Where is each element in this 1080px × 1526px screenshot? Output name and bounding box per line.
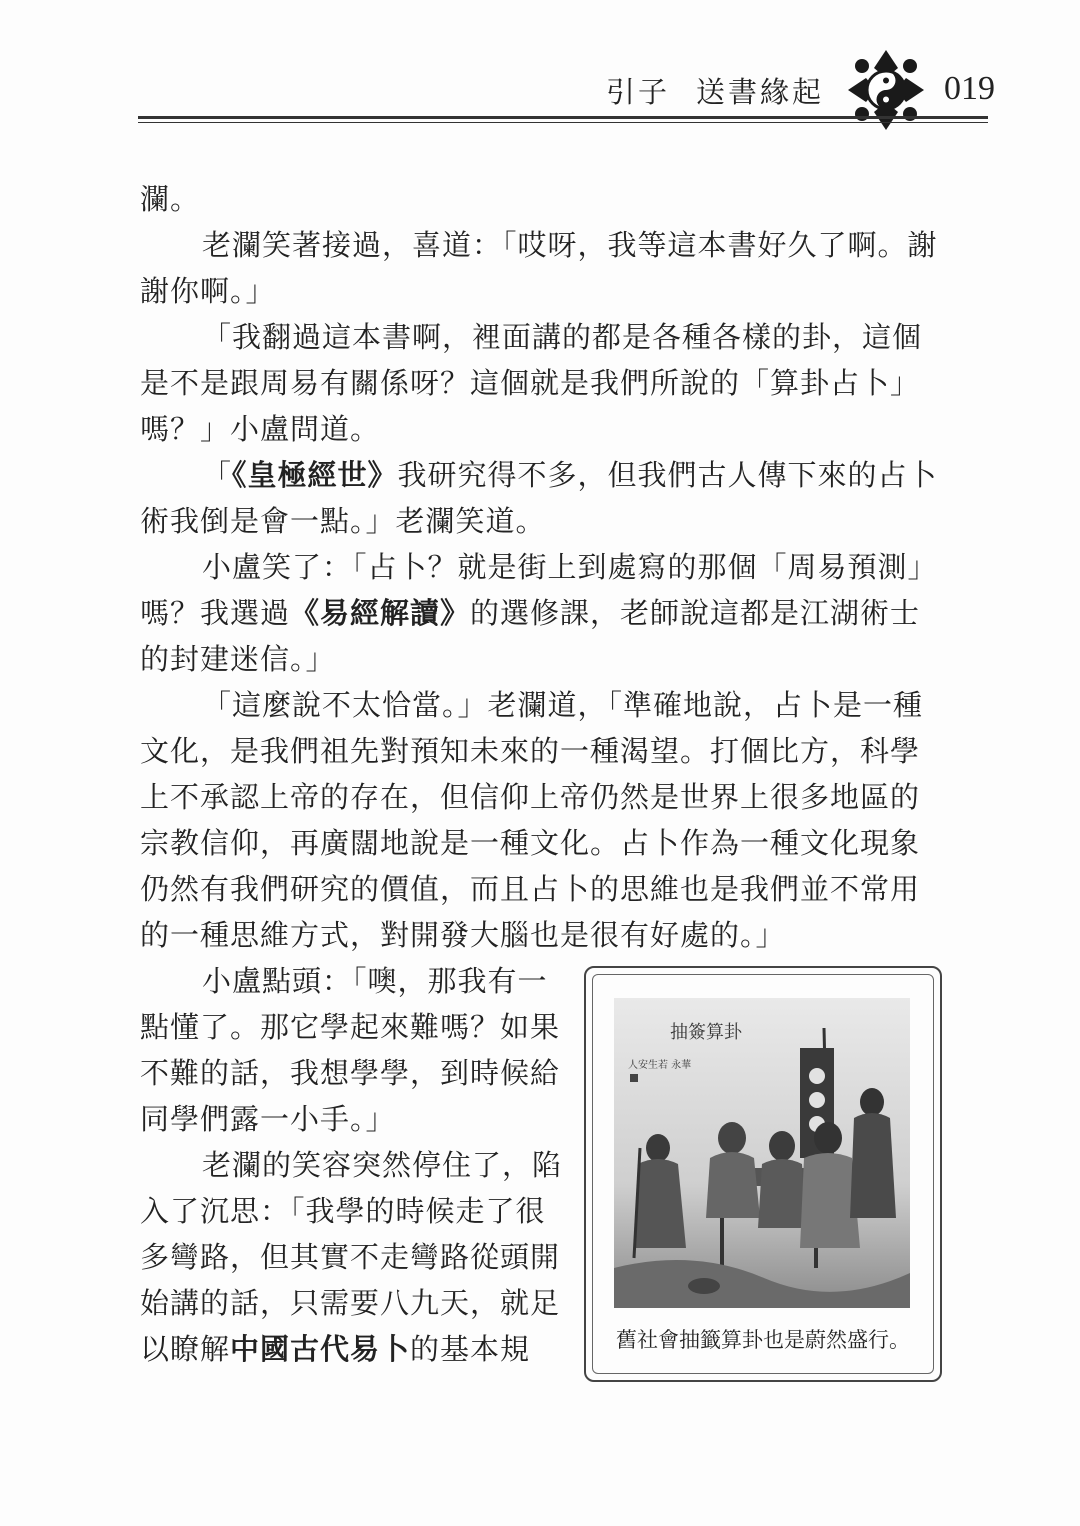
- page-number: 019: [944, 70, 995, 107]
- paragraph-5: 小盧笑了：「占卜？就是街上到處寫的那個「周易預測」嗎？我選過《易經解讀》的選修課，老師說這都是江湖術士的封建迷信。」: [140, 550, 938, 676]
- section-label: 送書緣起: [695, 75, 824, 109]
- chapter-label: 引子: [605, 75, 670, 109]
- book-title-huangji: 《皇極經世》: [232, 458, 398, 492]
- paragraph-3: 「我翻過這本書啊，裡面講的都是各種各樣的卦，這個是不是跟周易有關係呀？這個就是我們所說的「算卦占卜」嗎？」小盧問道。: [140, 320, 923, 446]
- emphasis-divination: 中國古代易卜: [230, 1332, 411, 1366]
- paragraph-1: 瀾。: [140, 182, 201, 216]
- book-title-yijing: 《易經解讀》: [290, 596, 471, 630]
- header-rule: [138, 116, 988, 119]
- fortune-telling-illustration: [614, 998, 910, 1308]
- paragraph-2: 老瀾笑著接過，喜道：「哎呀，我等這本書好久了啊。謝謝你啊。」: [140, 228, 938, 308]
- paragraph-8: 老瀾的笑容突然停住了，陷入了沉思：「我學的時候走了很多彎路，但其實不走彎路從頭開始講的話，只需要八九天，就足以瞭解中國古代易卜的基本規: [140, 1148, 563, 1366]
- page-header: [0, 0, 1080, 140]
- yin-yang-emblem-icon: [846, 48, 926, 132]
- running-title: [606, 70, 824, 111]
- inscription: 人安生若 永華: [628, 1060, 692, 1071]
- paragraph-7: 小盧點頭：「噢，那我有一點懂了。那它學起來難嗎？如果不難的話，我想學學，到時候給同學們露一小手。」: [140, 964, 561, 1136]
- paragraph-4: 「《皇極經世》我研究得不多，但我們古人傳下來的占卜術我倒是會一點。」老瀾笑道。: [140, 458, 938, 538]
- paragraph-6: 「這麼說不太恰當。」老瀾道，「準確地說，占卜是一種文化，是我們祖先對預知未來的一種渴望。打個比方，科學上不承認上帝的存在，但信仰上帝仍然是世界上很多地區的宗教信仰，再廣闊地說是一種文化。占卜作為一種文化現象仍然有我們研究的價值，而且占卜的思維也是我們並不常用的一種思維方式，對開發大腦也是很有好處的。」: [140, 688, 924, 952]
- figure-caption: 舊社會抽籤算卦也是蔚然盛行。: [616, 1328, 910, 1352]
- header-rule-thin: [138, 122, 988, 123]
- banner-title: 抽簽算卦: [670, 1022, 742, 1043]
